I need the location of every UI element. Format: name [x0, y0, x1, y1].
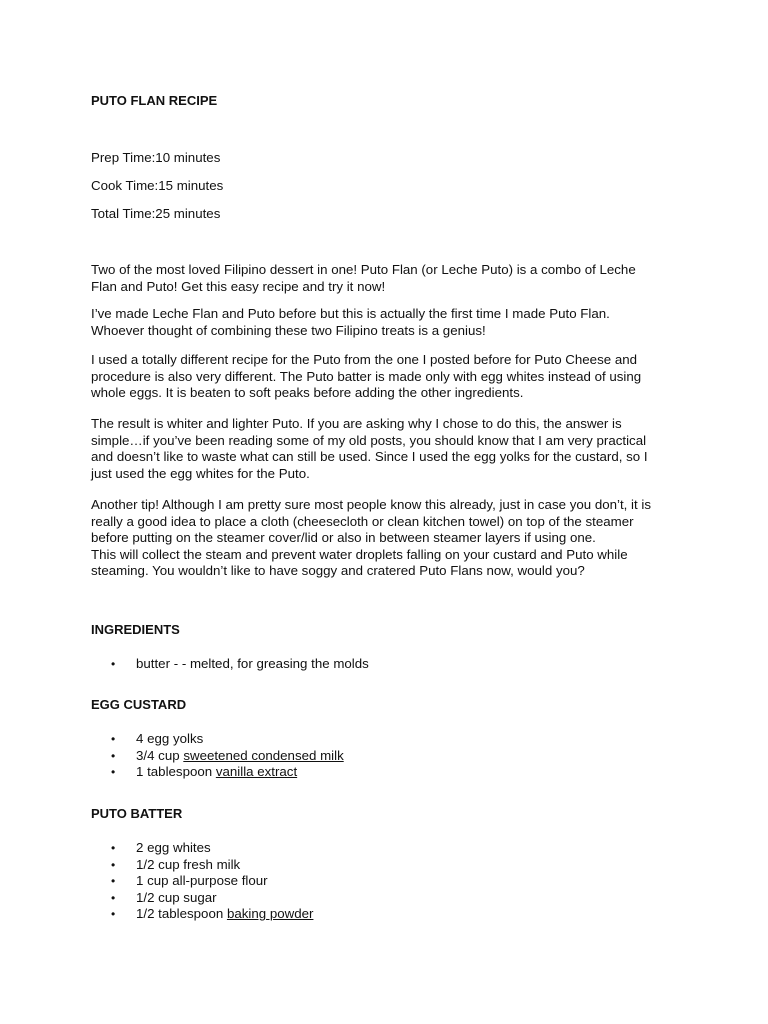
baking-powder-link[interactable]: baking powder [226, 906, 314, 922]
list-item: • 1 cup all-purpose flour [91, 873, 651, 890]
intro-paragraph: Two of the most loved Filipino dessert in one! Puto Flan (or Leche Puto) is a combo of Leche Flan and Puto! Get this easy recipe and try it now! [91, 262, 636, 294]
page-title: PUTO FLAN RECIPE [91, 93, 218, 108]
egg-custard-heading: EGG CUSTARD [91, 697, 187, 712]
paragraph-result: The result is whiter and lighter Puto. If you are asking why I chose to do this, the answer is simple…if you’ve been reading some of my old posts, you should know that I am very practical and doesn’t like to waste what can still be used. Since I used the egg yolks for the custard, so I just used the egg whites for the Puto. [91, 416, 648, 481]
list-item: • 1/2 cup sugar [91, 890, 651, 907]
list-item: • 4 egg yolks [91, 731, 651, 748]
prep-time: Prep Time:10 minutes [91, 150, 221, 165]
total-time: Total Time:25 minutes [91, 206, 221, 221]
list-item: • 1/2 cup fresh milk [91, 857, 651, 874]
list-item: • butter - - melted, for greasing the molds [91, 656, 651, 673]
ingredients-list [91, 656, 651, 673]
list-item: • 2 egg whites [91, 840, 651, 857]
paragraph-tip: Another tip! Although I am pretty sure most people know this already, just in case you don’t, it is really a good idea to place a cloth (cheesecloth or clean kitchen towel) on top of the steamer before putting on the steamer cover/lid or also in between steamer layers if using one. This will collect the steam and prevent water droplets falling on your custard and Puto while steaming. You wouldn’t like to have soggy and cratered Puto Flans now, would you? [91, 497, 651, 578]
cook-time: Cook Time:15 minutes [91, 178, 224, 193]
ingredients-heading: INGREDIENTS [91, 622, 180, 637]
vanilla-extract-link[interactable]: vanilla extract [215, 764, 298, 780]
egg-custard-list [91, 731, 651, 781]
puto-batter-list [91, 840, 651, 923]
list-item: • 1/2 tablespoon baking powder [91, 906, 651, 923]
paragraph-leche-flan: I’ve made Leche Flan and Puto before but this is actually the first time I made Puto Flan. Whoever thought of combining these two Filipino treats is a genius! [91, 306, 610, 338]
list-item: • 1 tablespoon vanilla extract [91, 764, 651, 781]
paragraph-recipe-difference: I used a totally different recipe for the Puto from the one I posted before for Puto Cheese and procedure is also very different. The Puto batter is made only with egg whites instead of using whole eggs. It is beaten to soft peaks before adding the other ingredients. [91, 352, 642, 400]
list-item: • 3/4 cup sweetened condensed milk [91, 748, 651, 765]
puto-batter-heading: PUTO BATTER [91, 806, 183, 821]
sweetened-condensed-milk-link[interactable]: sweetened condensed milk [183, 747, 344, 763]
